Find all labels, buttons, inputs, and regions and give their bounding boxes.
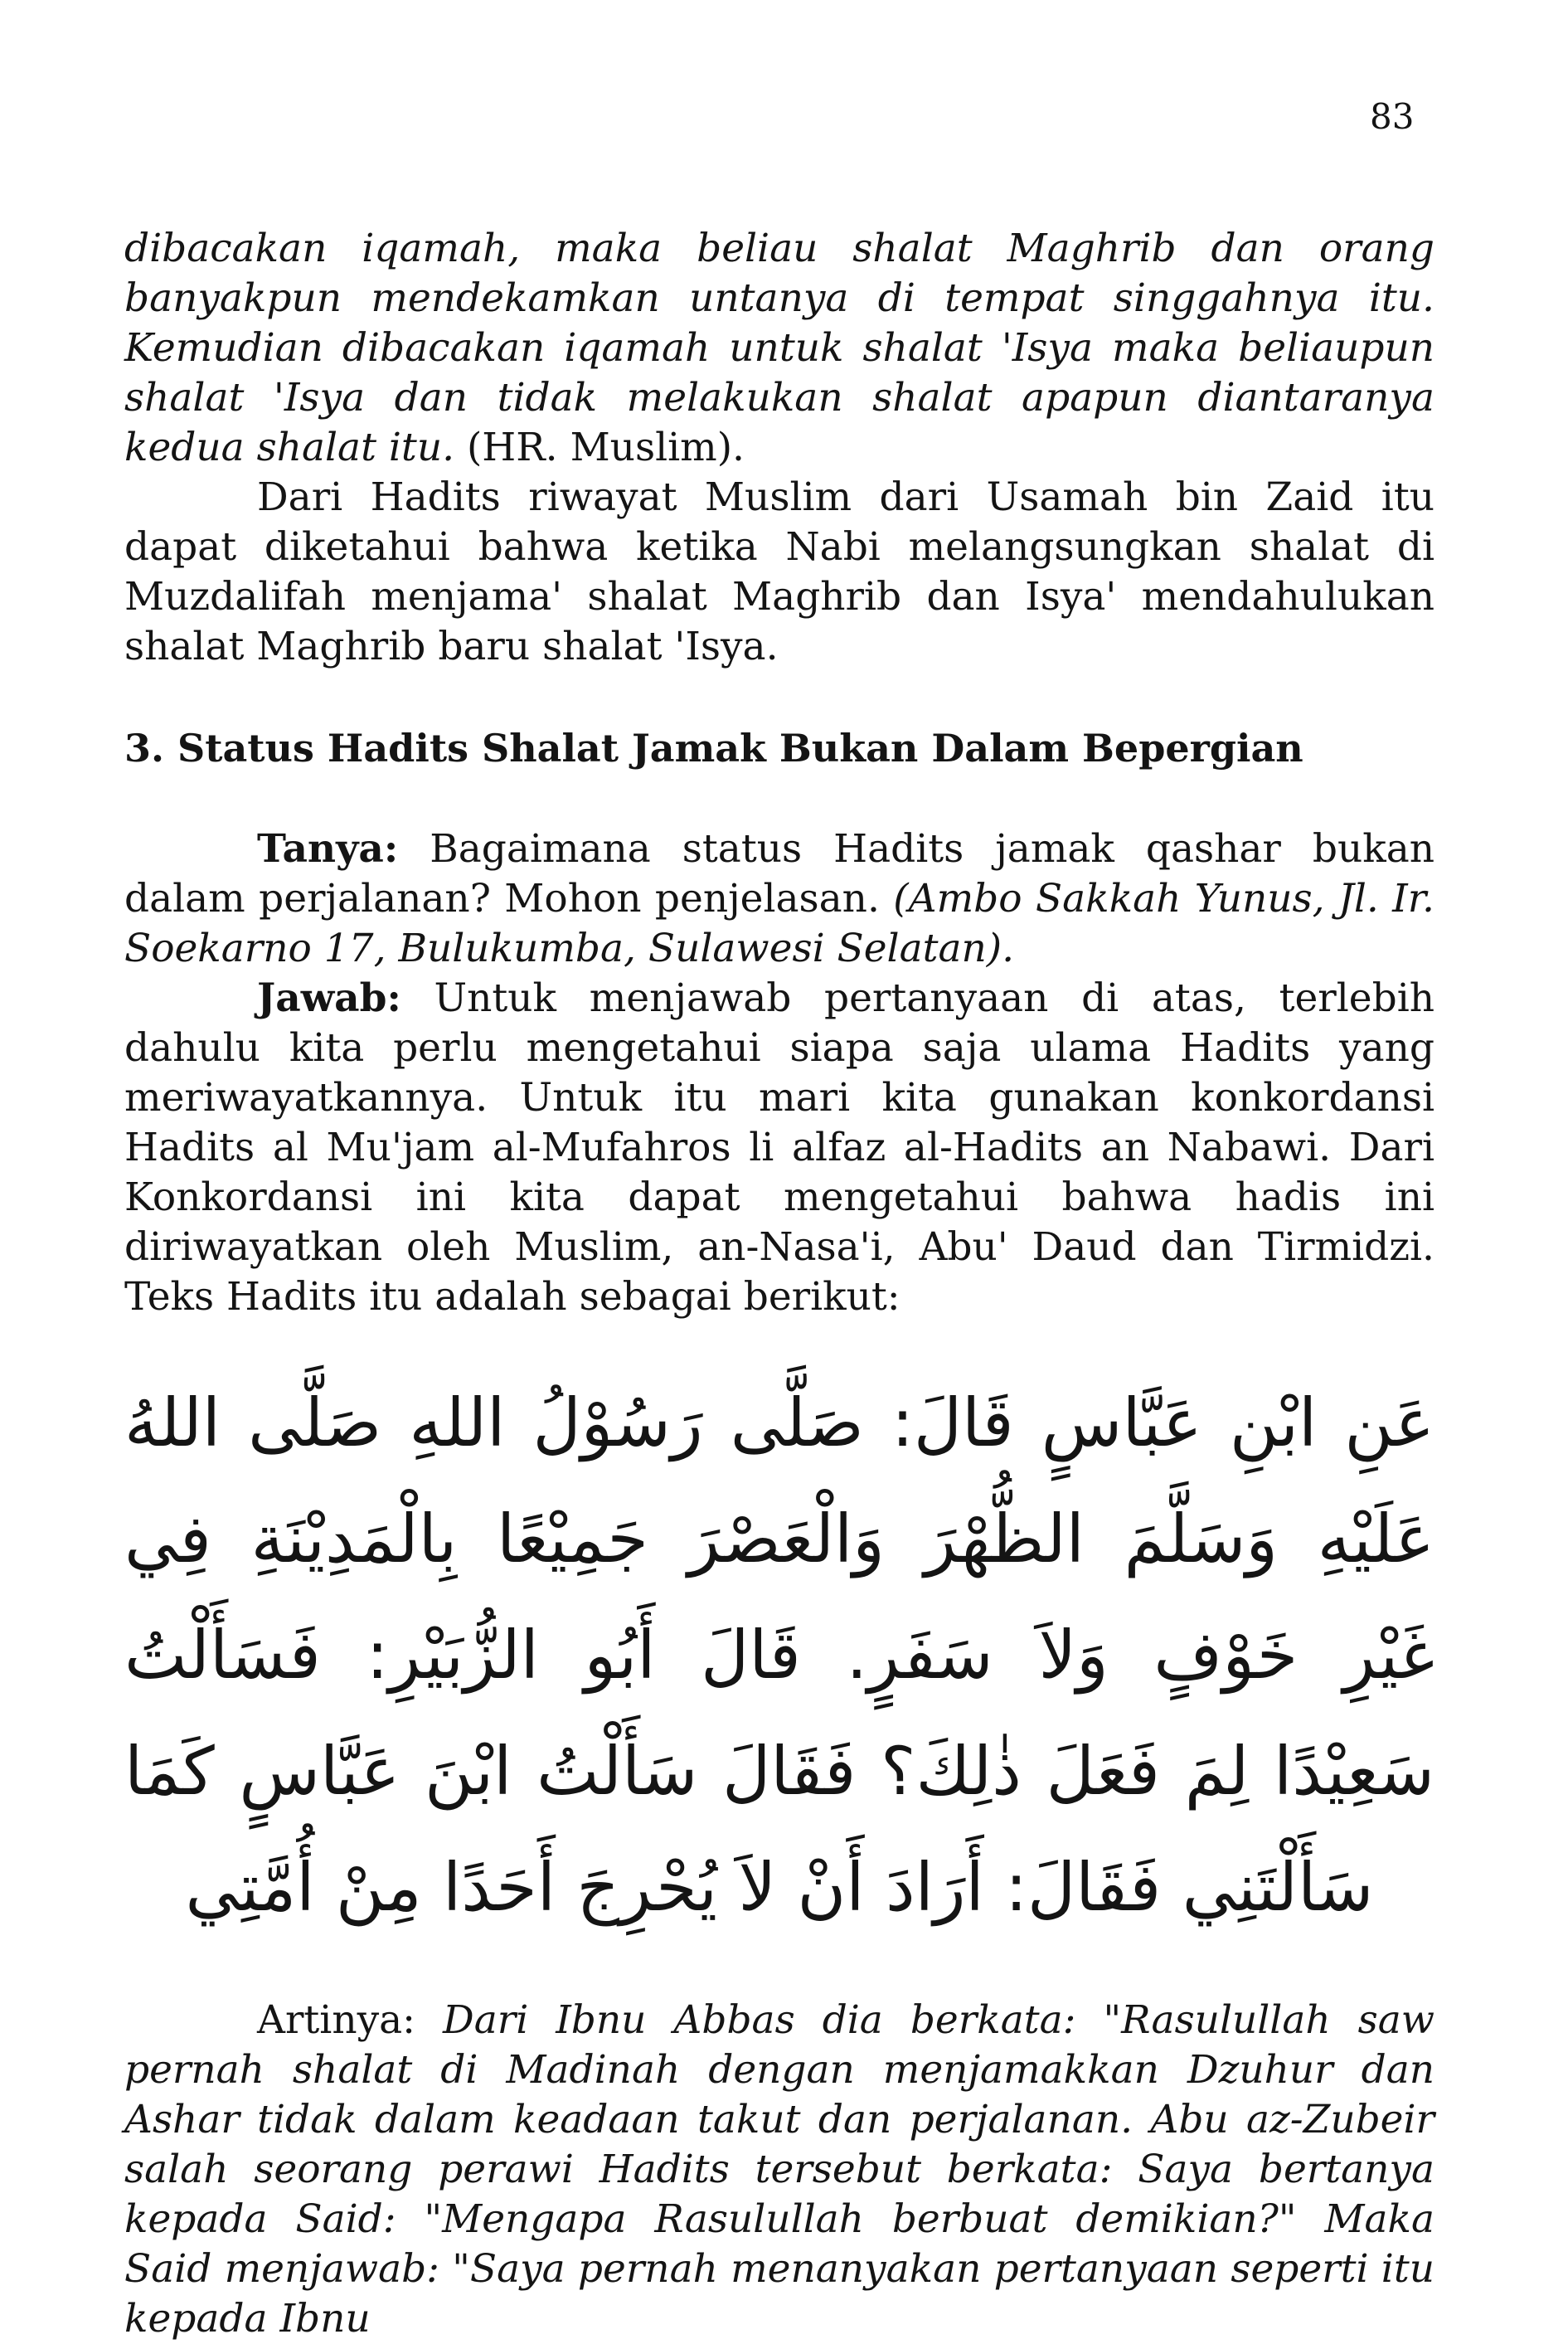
page-content [124,224,1435,2344]
hadith-quote-continuation [124,224,1435,473]
translation-label: Artinya: [257,1997,416,2043]
arabic-hadith-text: عَنِ ابْنِ عَبَّاسٍ قَالَ: صَلَّى رَسُوْلُ اللهِ صَلَّى اللهُ عَلَيْهِ وَسَلَّمَ الظُّهْرَ وَالْعَصْرَ جَمِيْعًا بِالْمَدِيْنَةِ فِي غَيْرِ خَوْفٍ وَلاَ سَفَرٍ. قَالَ أَبُو الزُّبَيْرِ: فَسَأَلْتُ سَعِيْدًا لِمَ فَعَلَ ذٰلِكَ؟ فَقَالَ سَأَلْتُ ابْنَ عَبَّاسٍ كَمَا سَأَلْتَنِي فَقَالَ: أَرَادَ أَنْ لاَ يُحْرِجَ أَحَدًا مِنْ أُمَّتِي [124,1384,1435,1926]
translation-text: Dari Ibnu Abbas dia berkata: "Rasulullah saw pernah shalat di Madinah dengan menjamakkan Dzuhur dan Ashar tidak dalam keadaan takut dan perjalanan. Abu az-Zubeir salah seorang perawi Hadits tersebut berkata: Saya bertanya kepada Said: "Mengapa Rasulullah berbuat demikian?" Maka Said menjawab: "Saya pernah menanyakan pertanyaan seperti itu kepada Ibnu [124,1997,1435,2342]
hadith-quote-italic: dibacakan iqamah, maka beliau shalat Maghrib dan orang banyakpun mendekamkan untanya di tempat singgahnya itu. Kemudian dibacakan iqamah untuk shalat 'Isya maka beliaupun shalat 'Isya dan tidak melakukan shalat apapun diantaranya kedua shalat itu. [124,226,1435,470]
question-label: Tanya: [257,826,399,872]
question-paragraph [124,824,1435,974]
question-text: Bagaimana status Hadits jamak qashar bukan dalam perjalanan? Mohon penjelasan. [124,826,1435,922]
section-heading: 3. Status Hadits Shalat Jamak Bukan Dalam Bepergian [124,726,1303,771]
page-number: 83 [1370,96,1415,137]
hadith-quote-source: (HR. Muslim). [454,425,745,470]
explanation-paragraph: Dari Hadits riwayat Muslim dari Usamah bin Zaid itu dapat diketahui bahwa ketika Nabi melangsungkan shalat di Muzdalifah menjama' shalat Maghrib dan Isya' mendahulukan shalat Maghrib baru shalat 'Isya. [124,474,1435,669]
answer-paragraph [124,974,1435,1322]
answer-label: Jawab: [257,975,401,1021]
answer-text: Untuk menjawab pertanyaan di atas, terlebih dahulu kita perlu mengetahui siapa saja ulama Hadits yang meriwayatkannya. Untuk itu mari kita gunakan konkordansi Hadits al Mu'jam al-Mufahros li alfaz al-Hadits an Nabawi. Dari Konkordansi ini kita dapat mengetahui bahwa hadis ini diriwayatkan oleh Muslim, an-Nasa'i, Abu' Daud dan Tirmidzi. Teks Hadits itu adalah sebagai berikut: [124,975,1435,1320]
translation-paragraph [124,1996,1435,2344]
question-sender: (Ambo Sakkah Yunus, Jl. Ir. Soekarno 17, Bulukumba, Sulawesi Selatan). [124,876,1435,971]
